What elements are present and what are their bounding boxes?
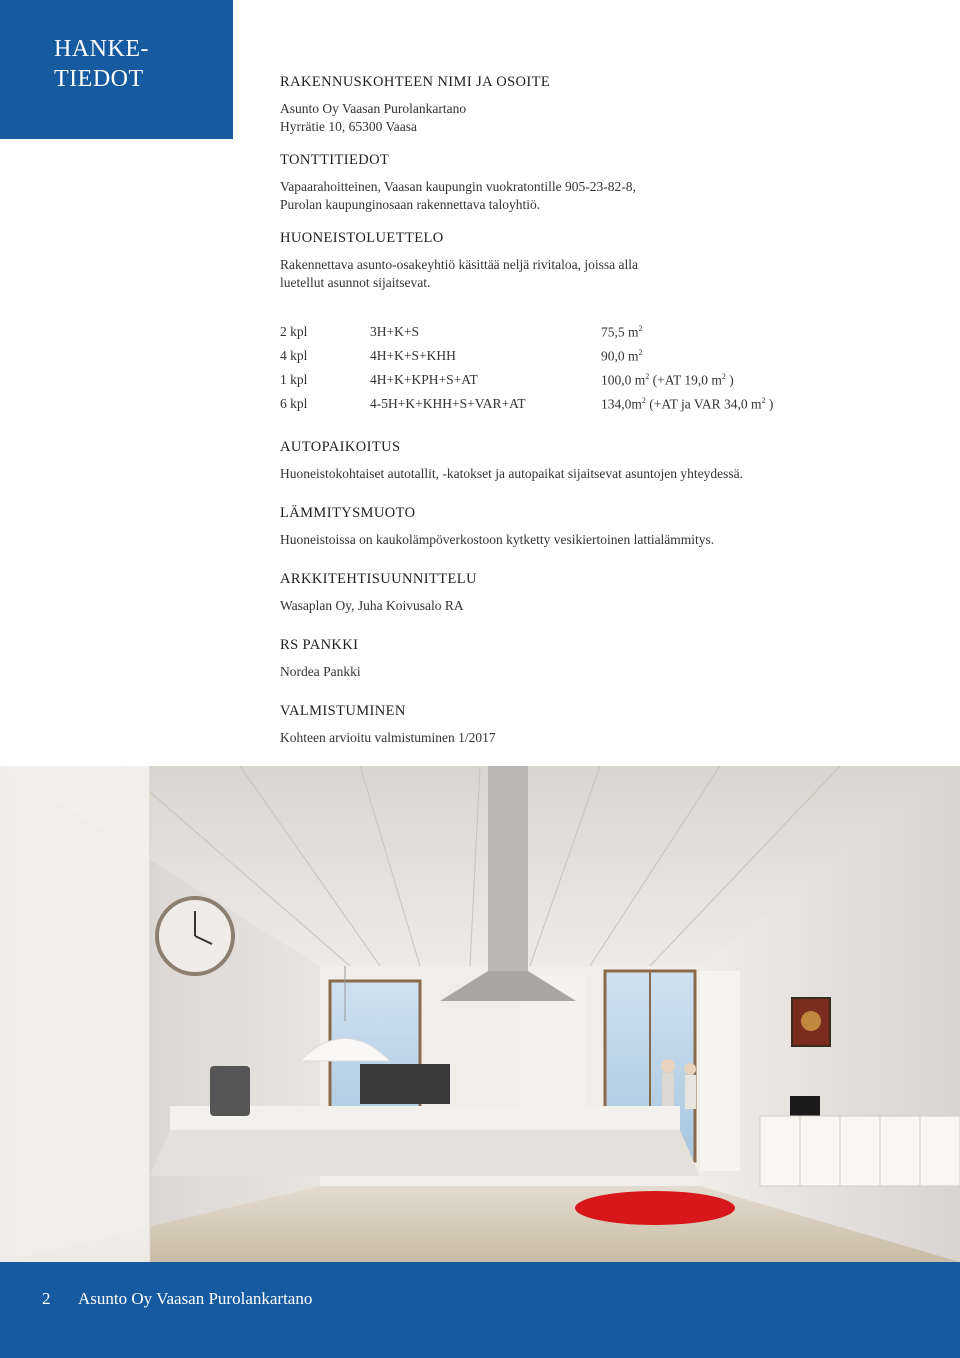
apartment-area: $134,0m^2$ (+AT ja VAR 34,0 $m^2$ ) [601, 396, 774, 412]
blender [210, 1066, 250, 1116]
red-rug [575, 1191, 735, 1225]
sideboard [760, 1116, 960, 1186]
apartment-type: 4-5H+K+KHH+S+VAR+AT [370, 396, 526, 411]
site-heading: RAKENNUSKOHTEEN NIMI JA OSOITE [280, 74, 551, 90]
heating-text: Huoneistoissa on kaukolämpöverkostoon kytketty vesikiertoinen lattialämmitys. [280, 532, 715, 547]
section-tag-line1: HANKE- [54, 36, 149, 62]
parking-heading: AUTOPAIKOITUS [280, 439, 401, 455]
tv [790, 1096, 820, 1118]
apartment-area: 100,0 $m^2$ (+AT 19,0 $m^2$ ) [601, 372, 734, 388]
apartment-type: 3H+K+S [370, 324, 419, 339]
apartments-heading: HUONEISTOLUETTELO [280, 230, 444, 246]
apartment-row [280, 348, 840, 372]
parking-text: Huoneistokohtaiset autotallit, -katokset ja autopaikat sijaitsevat asuntojen yhteydessä. [280, 466, 744, 481]
apartments-line2: luetellut asunnot sijaitsevat. [280, 275, 431, 290]
range-hood-chimney [488, 766, 528, 976]
plot-heading: TONTTITIEDOT [280, 152, 390, 168]
project-details [280, 437, 900, 767]
project-info [280, 72, 880, 306]
architect-text: Wasaplan Oy, Juha Koivusalo RA [280, 598, 464, 613]
apartment-area: 75,5 $m^2$ [601, 324, 643, 340]
apartments-line1: Rakennettava asunto-osakeyhtiö käsittää neljä rivitaloa, joissa alla [280, 257, 639, 272]
page-number: 2 [42, 1289, 51, 1308]
site-text [280, 100, 880, 136]
apartment-row [280, 372, 840, 396]
sofa [360, 1064, 450, 1104]
bank-text: Nordea Pankki [280, 664, 361, 679]
apartments-text [280, 256, 880, 292]
curtain-right [700, 971, 740, 1171]
completion-text: Kohteen arvioitu valmistuminen 1/2017 [280, 730, 496, 745]
apartment-count: 1 kpl [280, 372, 308, 387]
plot-line2: Purolan kaupunginosaan rakennettava taloyhtiö. [280, 197, 541, 212]
interior-rendering [0, 766, 960, 1262]
apartment-count: 2 kpl [280, 324, 308, 339]
apartment-row [280, 396, 840, 420]
apartment-type: 4H+K+S+KHH [370, 348, 456, 363]
apartment-area: 90,0 $m^2$ [601, 348, 643, 364]
cabinets-left [0, 766, 150, 1262]
section-tag-line2: TIEDOT [54, 66, 144, 92]
footer [0, 1262, 960, 1358]
site-address: Hyrrätie 10, 65300 Vaasa [280, 119, 417, 134]
completion-heading: VALMISTUMINEN [280, 703, 406, 719]
architect-heading: ARKKITEHTISUUNNITTELU [280, 571, 477, 587]
apartment-type: 4H+K+KPH+S+AT [370, 372, 478, 387]
bank-heading: RS PANKKI [280, 637, 359, 653]
heating-heading: LÄMMITYSMUOTO [280, 505, 416, 521]
site-name: Asunto Oy Vaasan Purolankartano [280, 101, 467, 116]
plot-line1: Vapaarahoitteinen, Vaasan kaupungin vuokratontille 905-23-82-8, [280, 179, 636, 194]
apartment-count: 4 kpl [280, 348, 308, 363]
apartment-list [280, 324, 840, 420]
plot-text [280, 178, 880, 214]
section-tag [0, 0, 233, 139]
kitchen-island [150, 1130, 700, 1176]
footer-title: Asunto Oy Vaasan Purolankartano [78, 1289, 313, 1308]
apartment-count: 6 kpl [280, 396, 308, 411]
apartment-row [280, 324, 840, 348]
